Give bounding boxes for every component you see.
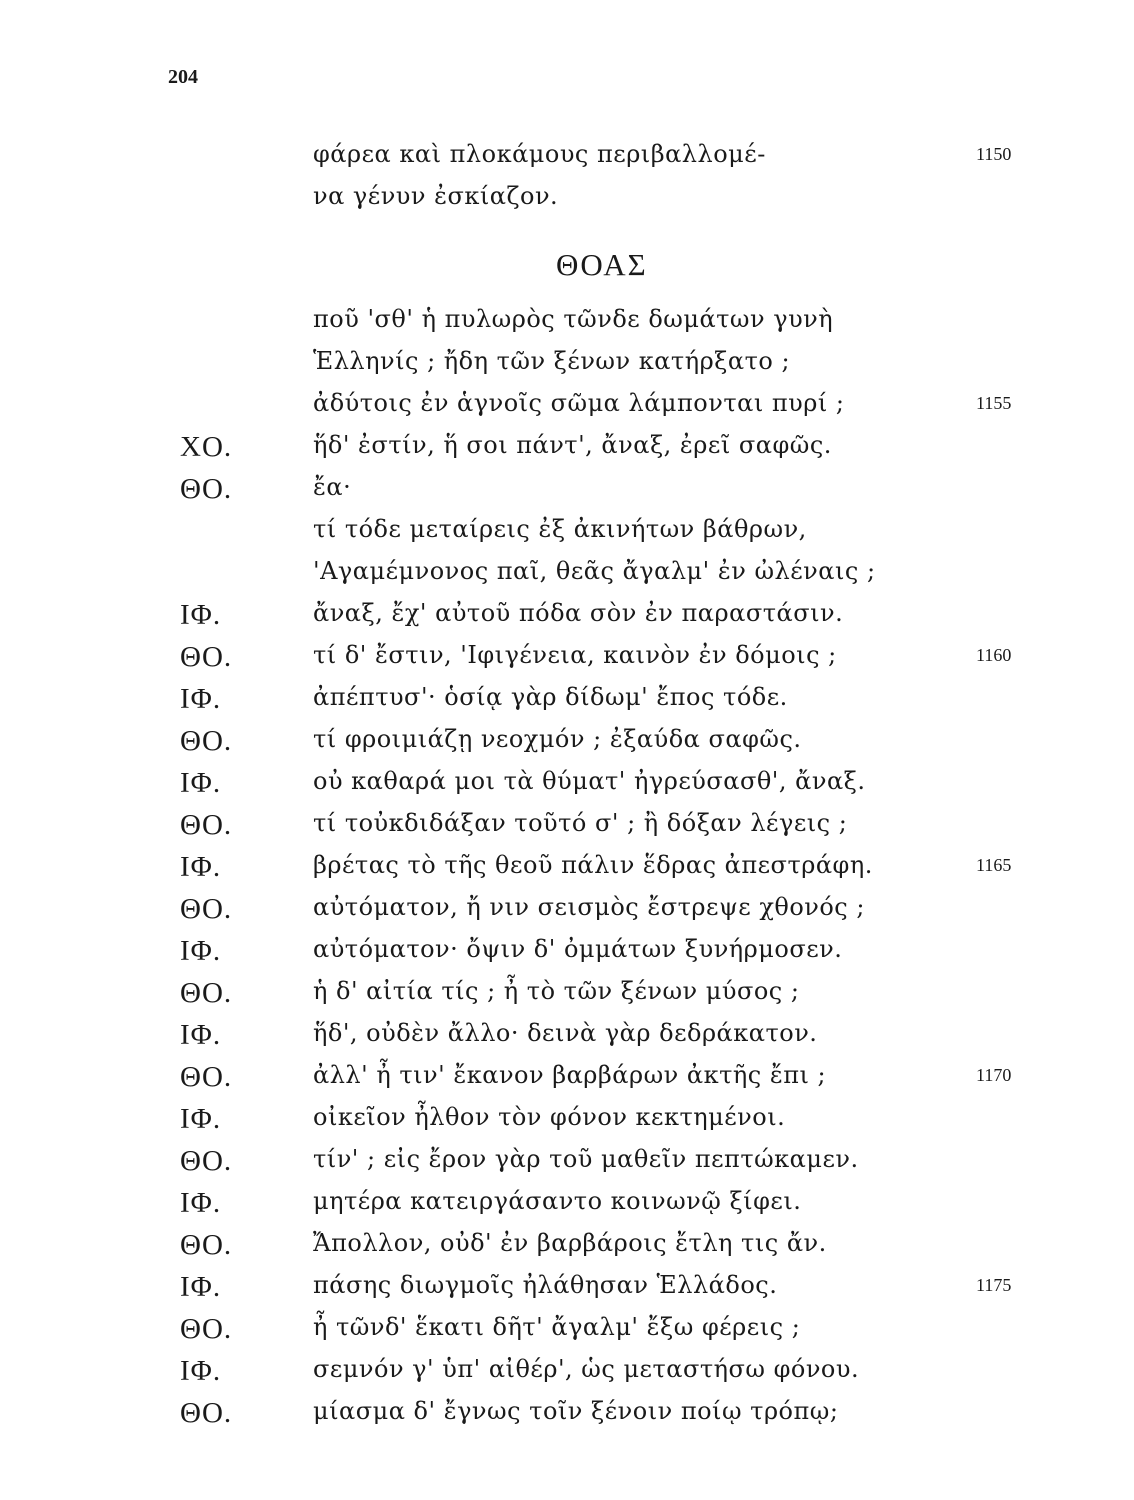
speaker-label: ΘΟ. — [180, 893, 233, 925]
verse-line — [0, 725, 1134, 767]
speaker-label: ΘΟ. — [180, 641, 233, 673]
verse-line — [0, 851, 1134, 893]
speaker-label: ΘΟ. — [180, 1229, 233, 1261]
verse-line — [0, 1061, 1134, 1103]
verse-text: βρέτας τὸ τῆς θεοῦ πάλιν ἕδρας ἀπεστράφη. — [313, 851, 873, 879]
verse-line — [0, 977, 1134, 1019]
speaker-label: ΙΦ. — [180, 683, 222, 715]
speaker-label: ΘΟ. — [180, 809, 233, 841]
verse-text: να γένυν ἐσκίαζον. — [313, 182, 559, 210]
speaker-label: ΘΟ. — [180, 473, 233, 505]
verse-line — [0, 1103, 1134, 1145]
verse-line — [0, 641, 1134, 683]
verse-text: φάρεα καὶ πλοκάμους περιβαλλομέ- — [313, 140, 766, 168]
verse-text: τίν' ; εἰς ἔρον γὰρ τοῦ μαθεῖν πεπτώκαμεν. — [313, 1145, 859, 1173]
speaker-label: ΘΟ. — [180, 1061, 233, 1093]
speaker-label: ΘΟ. — [180, 1313, 233, 1345]
verse-line — [0, 893, 1134, 935]
verse-text: πάσης διωγμοῖς ἠλάθησαν Ἑλλάδος. — [313, 1271, 778, 1299]
verse-line — [0, 683, 1134, 725]
verse-line — [0, 1145, 1134, 1187]
speaker-label: ΧΟ. — [180, 431, 233, 463]
speaker-label: ΙΦ. — [180, 767, 222, 799]
verse-text: τί φροιμιάζῃ νεοχμόν ; ἐξαύδα σαφῶς. — [313, 725, 802, 753]
verse-line — [0, 599, 1134, 641]
verse-text: ποῦ 'σθ' ἡ πυλωρὸς τῶνδε δωμάτων γυνὴ — [313, 305, 834, 333]
line-number: 1165 — [976, 855, 1012, 875]
verse-text: αὐτόματον, ἤ νιν σεισμὸς ἔστρεψε χθονός ; — [313, 893, 865, 921]
verse-text: ἡ δ' αἰτία τίς ; ἦ τὸ τῶν ξένων μύσος ; — [313, 977, 800, 1005]
verse-text: τί τοὐκδιδάξαν τοῦτό σ' ; ἢ δόξαν λέγεις ; — [313, 809, 848, 837]
verse-text: ἀλλ' ἦ τιν' ἔκανον βαρβάρων ἀκτῆς ἔπι ; — [313, 1061, 827, 1089]
speaker-label: ΙΦ. — [180, 1103, 222, 1135]
line-number: 1175 — [976, 1275, 1012, 1295]
speaker-label: ΙΦ. — [180, 935, 222, 967]
verse-text: σεμνόν γ' ὑπ' αἰθέρ', ὡς μεταστήσω φόνου. — [313, 1355, 860, 1383]
verse-text: τί τόδε μεταίρεις ἐξ ἀκινήτων βάθρων, — [313, 515, 807, 543]
verse-line — [0, 1271, 1134, 1313]
verse-line — [0, 1355, 1134, 1397]
verse-line — [0, 1187, 1134, 1229]
verse-line — [0, 140, 1134, 182]
verse-line — [0, 809, 1134, 851]
verse-line — [0, 557, 1134, 599]
verse-line — [0, 1229, 1134, 1271]
verse-line — [0, 473, 1134, 515]
verse-text: ἥδ' ἐστίν, ἥ σοι πάντ', ἄναξ, ἐρεῖ σαφῶς. — [313, 431, 832, 459]
verse-text: ἦ τῶνδ' ἕκατι δῆτ' ἄγαλμ' ἔξω φέρεις ; — [313, 1313, 801, 1341]
page-number: 204 — [168, 66, 198, 88]
speaker-label: ΘΟ. — [180, 725, 233, 757]
line-number: 1150 — [976, 144, 1012, 164]
verse-text: ἄναξ, ἔχ' αὐτοῦ πόδα σὸν ἐν παραστάσιν. — [313, 599, 844, 627]
verse-line — [0, 431, 1134, 473]
speaker-label: ΙΦ. — [180, 1187, 222, 1219]
speaker-label: ΙΦ. — [180, 1019, 222, 1051]
verse-text: Ἄπολλον, οὐδ' ἐν βαρβάροις ἔτλη τις ἄν. — [313, 1229, 827, 1257]
line-number: 1170 — [976, 1065, 1012, 1085]
speaker-label: ΘΟ. — [180, 1397, 233, 1429]
speaker-heading: ΘΟΑΣ — [556, 247, 648, 282]
verse-text: μίασμα δ' ἔγνως τοῖν ξένοιν ποίῳ τρόπῳ; — [313, 1397, 839, 1425]
verse-text: μητέρα κατειργάσαντο κοινωνῷ ξίφει. — [313, 1187, 802, 1215]
verse-line — [0, 935, 1134, 977]
verse-line — [0, 182, 1134, 224]
verse-line — [0, 305, 1134, 347]
speaker-label: ΙΦ. — [180, 599, 222, 631]
speaker-label: ΙΦ. — [180, 1271, 222, 1303]
verse-text: ἀπέπτυσ'· ὁσίᾳ γὰρ δίδωμ' ἔπος τόδε. — [313, 683, 788, 711]
verse-text: τί δ' ἔστιν, 'Ιφιγένεια, καινὸν ἐν δόμοις ; — [313, 641, 837, 669]
verse-line — [0, 1313, 1134, 1355]
speaker-label: ΙΦ. — [180, 851, 222, 883]
verse-line — [0, 1397, 1134, 1439]
verse-text: αὐτόματον· ὄψιν δ' ὀμμάτων ξυνήρμοσεν. — [313, 935, 843, 963]
verse-line — [0, 767, 1134, 809]
speaker-label: ΙΦ. — [180, 1355, 222, 1387]
verse-line — [0, 347, 1134, 389]
line-number: 1160 — [976, 645, 1012, 665]
verse-text: Ἑλληνίς ; ἤδη τῶν ξένων κατήρξατο ; — [313, 347, 791, 375]
verse-line — [0, 515, 1134, 557]
verse-line — [0, 389, 1134, 431]
verse-text: 'Αγαμέμνονος παῖ, θεᾶς ἄγαλμ' ἐν ὠλέναις ; — [313, 557, 876, 585]
verse-text: οἰκεῖον ἦλθον τὸν φόνον κεκτημένοι. — [313, 1103, 786, 1131]
verse-text: ἥδ', οὐδὲν ἄλλο· δεινὰ γὰρ δεδράκατον. — [313, 1019, 818, 1047]
verse-line — [0, 1019, 1134, 1061]
speaker-label: ΘΟ. — [180, 977, 233, 1009]
speaker-label: ΘΟ. — [180, 1145, 233, 1177]
verse-text: οὐ καθαρά μοι τὰ θύματ' ἠγρεύσασθ', ἄναξ. — [313, 767, 866, 795]
line-number: 1155 — [976, 393, 1012, 413]
verse-text: ἀδύτοις ἐν ἁγνοῖς σῶμα λάμπονται πυρί ; — [313, 389, 845, 417]
verse-text: ἔα· — [313, 473, 352, 501]
